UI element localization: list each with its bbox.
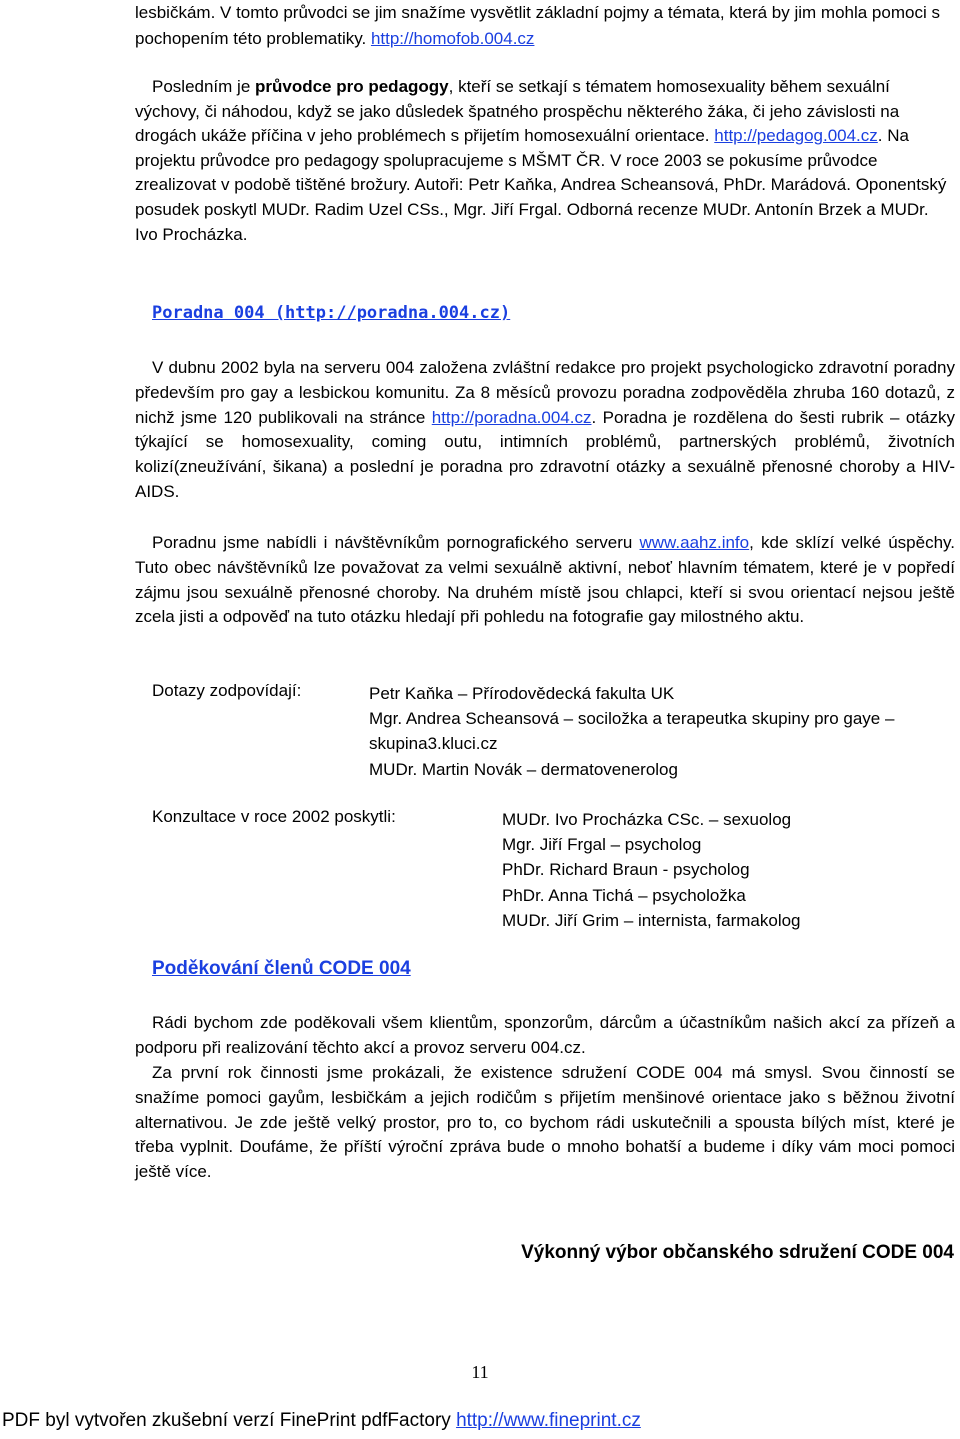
answers-list [369,681,949,782]
pedagog-link[interactable]: http://pedagog.004.cz [714,126,878,146]
signature: Výkonný výbor občanského sdružení CODE 004 [521,1242,954,1263]
answers-label: Dotazy zodpovídají: [152,681,302,700]
aahz-text-1: Poradnu jsme nabídli i návštěvníkům pornografického serveru [152,533,633,552]
consult-item: PhDr. Richard Braun - psycholog [502,860,750,880]
consult-list [502,807,952,933]
pedagogy-paragraph [135,75,955,247]
intro-paragraph [135,0,955,52]
pedagogy-text-1: Posledním je [152,77,255,96]
aahz-text-2: , kde sklízí velké úspěchy. Tuto obec návštěvníků lze považovat za velmi sexuálně aktivní, neboť hlavním tématem, které je v popředí zájmu jsou sexuálně přenosné choroby. Na druhém místě jsou chlapci, kteří si svou orientací nejsou ještě zcela jisti a odpověď na tuto otázku hledají při pohledu na fotografie gay milostného aktu. [135,533,955,627]
pedagogy-text-3: . Na projektu průvodce pro pedagogy spolupracujeme s MŠMT ČR. V roce 2003 se pokusíme průvodce zrealizovat v podobě tištěné brožury. Autoři: Petr Kaňka, Andrea Scheansová, PhDr. Marádová. Oponentský posudek poskytl MUDr. Radim Uzel CSs., Mgr. Jiří Frgal. Odborná recenze MUDr. Antonín Brzek a MUDr. Ivo Procházka. [135,126,947,244]
thanks-text-2: Za první rok činnosti jsme prokázali, že existence sdružení CODE 004 má smysl. Svou činností se snažíme pomoci gayům, lesbičkám a jejich rodičům s přijetím menšinové orientace jako s běžnou životní alternativou. Je zde ještě velký prostor, pro to, co bychom rádi uskutečnili a spousta bílých míst, které je třeba vyplnit. Doufáme, že příští výroční zpráva bude o mnoho bohatší a budeme i díky vám moci pomoci ještě více. [135,1063,955,1182]
pedagogy-bold: průvodce pro pedagogy [255,77,449,96]
thanks-paragraph-1 [135,1011,955,1061]
thanks-paragraph-2 [135,1061,955,1185]
footer-text: PDF byl vytvořen zkušební verzí FinePrint pdfFactory [2,1410,451,1431]
poradna-paragraph-1 [135,356,955,505]
poradna-link[interactable]: http://poradna.004.cz [431,407,592,427]
poradna-heading: Poradna 004 (http://poradna.004.cz) [152,303,511,323]
consult-label: Konzultace v roce 2002 poskytli: [152,807,396,826]
consult-item: Mgr. Jiří Frgal – psycholog [502,835,702,855]
consult-item: PhDr. Anna Tichá – psycholožka [502,885,746,905]
poradna-text-2: . Poradna je rozdělena do šesti rubrik – otázky týkající se homosexuality, coming outu, intimních problémů, partnerských problémů, životních kolizí(zneužívání, šikana) a poslední je poradna pro zdravotní otázky a sexuálně přenosné choroby a HIV-AIDS. [135,407,955,501]
poradna-text-1: V dubnu 2002 byla na serveru 004 založena zvláštní redakce pro projekt psychologicko zdravotní poradny především pro gay a lesbickou komunitu. Za 8 měsíců provozu poradna zodpověděla zhruba 160 dotazů, z nichž jsme 120 publikovali na stránce [135,358,955,427]
page-number: 11 [471,1362,489,1382]
thanks-text-1: Rádi bychom zde poděkovali všem klientům, sponzorům, dárcům a účastníkům našich akcí za přízeň a podporu při realizování těchto akcí a provoz serveru 004.cz. [135,1013,955,1057]
aahz-link[interactable]: www.aahz.info [639,533,750,552]
consult-item: MUDr. Jiří Grim – internista, farmakolog [502,910,801,930]
consult-item: MUDr. Ivo Procházka CSc. – sexuolog [502,810,792,829]
intro-text: lesbičkám. V tomto průvodci se jim snažíme vysvětlit základní pojmy a témata, která by jim mohla pomoci s pochopením této problematiky. [135,3,940,48]
thanks-heading: Poděkování členů CODE 004 [152,958,411,979]
poradna-paragraph-2 [135,531,955,630]
pedagogy-text-2: , kteří se setkají s tématem homosexuality během sexuální výchovy, či náhodou, když se jako důsledek špatného prospěchu některého žáka, či jeho závislosti na drogách ukáže příčina v jeho problémech s přijetím homosexuální orientace. [135,77,900,146]
answers-item: Mgr. Andrea Scheansová – sociložka a terapeutka skupiny pro gaye – skupina3.kluci.cz [369,709,895,754]
answers-item: MUDr. Martin Novák – dermatovenerolog [369,759,678,779]
answers-item: Petr Kaňka – Přírodovědecká fakulta UK [369,684,675,703]
homofob-link[interactable]: http://homofob.004.cz [370,29,535,48]
fineprint-link[interactable]: http://www.fineprint.cz [456,1410,641,1431]
pdf-footer [2,1410,641,1432]
